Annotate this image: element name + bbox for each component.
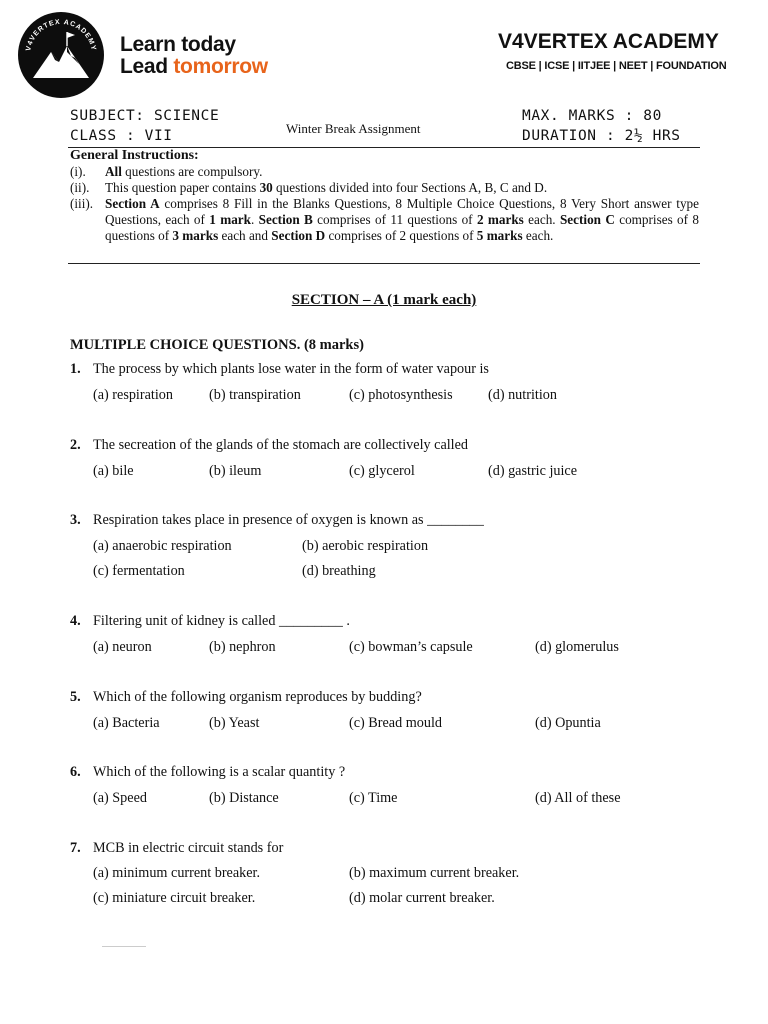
option-c: (c) fermentation	[93, 563, 185, 579]
option-d: (d) nutrition	[488, 387, 557, 403]
option-d: (d) All of these	[535, 790, 621, 806]
option-a: (a) minimum current breaker.	[93, 865, 261, 881]
assignment-title: Winter Break Assignment	[286, 121, 421, 136]
svg-text:V4VERTEX ACADEMY: V4VERTEX ACADEMY	[25, 18, 97, 52]
tagline	[120, 34, 268, 78]
class-label: CLASS : VII	[70, 128, 173, 144]
academy-boards: CBSE | ICSE | IITJEE | NEET | FOUNDATION	[506, 60, 727, 72]
instruction-2-text: This question paper contains 30 questions divided into four Sections A, B, C and D.	[105, 180, 548, 195]
question-text: Respiration takes place in presence of oxygen is known as ________	[93, 512, 484, 528]
option-b: (b) ileum	[209, 463, 262, 479]
option-b: (b) aerobic respiration	[302, 538, 429, 554]
option-c: (c) bowman’s capsule	[349, 639, 473, 655]
option-b: (b) Distance	[209, 790, 279, 806]
option-c: (c) miniature circuit breaker.	[93, 890, 256, 906]
question-3	[0, 512, 768, 588]
option-a: (a) Speed	[93, 790, 147, 806]
question-number: 2.	[70, 437, 81, 453]
instructions-title: General Instructions:	[70, 148, 199, 163]
instruction-3-num: (iii).	[70, 196, 94, 211]
option-b: (b) Yeast	[209, 715, 260, 731]
subject-label: SUBJECT: SCIENCE	[70, 108, 220, 124]
question-number: 3.	[70, 512, 81, 528]
instruction-3-text: Section A comprises 8 Fill in the Blanks Questions, 8 Multiple Choice Questions, 8 Very Short answer type Questions, each of 1 mark. Section B comprises of 11 questions of 2 marks each. Section C comprises of 8 questions of 3 marks each and Section D comprises of 2 questions of 5 marks each.	[105, 196, 699, 243]
max-marks: MAX. MARKS : 80	[522, 108, 662, 124]
question-number: 6.	[70, 764, 81, 780]
option-d: (d) glomerulus	[535, 639, 619, 655]
tagline-line-1: Learn today	[120, 33, 236, 56]
option-b: (b) maximum current breaker.	[349, 865, 520, 881]
instruction-1-num: (i).	[70, 164, 86, 179]
instruction-2-num: (ii).	[70, 180, 90, 195]
scan-artifact	[102, 946, 146, 947]
option-c: (c) glycerol	[349, 463, 415, 479]
option-a: (a) Bacteria	[93, 715, 160, 731]
option-b: (b) transpiration	[209, 387, 301, 403]
section-heading: SECTION – A (1 mark each)	[291, 292, 477, 308]
option-d: (d) molar current breaker.	[349, 890, 495, 906]
academy-logo-badge	[17, 12, 105, 98]
duration: DURATION : 2½ HRS	[522, 128, 681, 144]
question-text: MCB in electric circuit stands for	[93, 840, 284, 856]
question-text: The process by which plants lose water in the form of water vapour is	[93, 361, 489, 377]
question-number: 7.	[70, 840, 81, 856]
instruction-1-text: All questions are compulsory.	[105, 164, 263, 179]
tagline-lead: Lead	[120, 55, 174, 78]
option-c: (c) Time	[349, 790, 398, 806]
option-a: (a) neuron	[93, 639, 152, 655]
question-text: The secreation of the glands of the stomach are collectively called	[93, 437, 469, 453]
option-d: (d) breathing	[302, 563, 376, 579]
option-a: (a) anaerobic respiration	[93, 538, 232, 554]
option-d: (d) gastric juice	[488, 463, 578, 479]
question-1	[0, 361, 768, 411]
question-number: 4.	[70, 613, 81, 629]
mcq-heading: MULTIPLE CHOICE QUESTIONS. (8 marks)	[70, 337, 364, 353]
instructions-divider	[68, 263, 700, 264]
academy-name: V4VERTEX ACADEMY	[498, 30, 719, 53]
question-7	[0, 840, 768, 916]
question-2	[0, 437, 768, 487]
tagline-tomorrow: tomorrow	[173, 55, 268, 78]
question-number: 5.	[70, 689, 81, 705]
option-a: (a) respiration	[93, 387, 173, 403]
question-4	[0, 613, 768, 663]
question-6	[0, 764, 768, 814]
option-b: (b) nephron	[209, 639, 276, 655]
option-a: (a) bile	[93, 463, 134, 479]
tagline-line-2	[120, 56, 268, 78]
option-c: (c) photosynthesis	[349, 387, 453, 403]
option-c: (c) Bread mould	[349, 715, 442, 731]
option-d: (d) Opuntia	[535, 715, 601, 731]
question-text: Which of the following organism reproduces by budding?	[93, 689, 422, 705]
question-text: Which of the following is a scalar quantity ?	[93, 764, 346, 780]
question-5	[0, 689, 768, 739]
question-number: 1.	[70, 361, 81, 377]
question-text: Filtering unit of kidney is called _________ .	[93, 613, 350, 629]
